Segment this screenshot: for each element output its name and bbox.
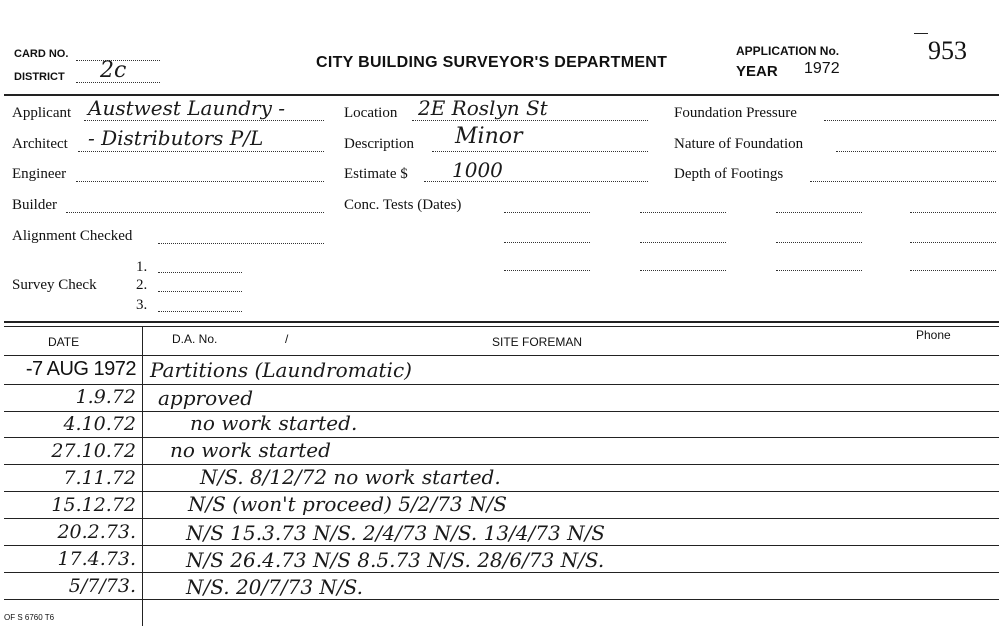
phone-header: Phone bbox=[916, 328, 951, 342]
district-value: 2c bbox=[100, 58, 127, 83]
builder-line bbox=[66, 212, 324, 213]
alignment-line bbox=[158, 243, 324, 244]
row-line-8 bbox=[4, 572, 999, 573]
nature-foundation-line bbox=[836, 151, 996, 152]
conc-tests-label: Conc. Tests (Dates) bbox=[344, 197, 462, 213]
conc-line-1b bbox=[640, 212, 726, 213]
conc-line-3a bbox=[504, 270, 590, 271]
date-header: DATE bbox=[48, 335, 80, 349]
row-line-6 bbox=[4, 518, 999, 519]
row-5-entry: N/S (won't proceed) 5/2/73 N/S bbox=[188, 492, 507, 516]
row-5-date: 15.12.72 bbox=[51, 494, 136, 516]
row-3-date: 27.10.72 bbox=[51, 440, 136, 462]
foundation-pressure-label: Foundation Pressure bbox=[674, 105, 797, 121]
row-line-9 bbox=[4, 599, 999, 600]
engineer-line bbox=[76, 181, 324, 182]
survey-2-label: 2. bbox=[136, 277, 148, 293]
district-label: DISTRICT bbox=[14, 71, 65, 83]
applicant-line bbox=[84, 120, 324, 121]
applicant-value: Austwest Laundry - bbox=[88, 96, 285, 120]
row-line-0 bbox=[4, 355, 999, 356]
depth-footings-line bbox=[810, 181, 996, 182]
row-2-date: 4.10.72 bbox=[63, 413, 136, 435]
survey-2-line bbox=[158, 291, 242, 292]
conc-line-1d bbox=[910, 212, 996, 213]
description-value: Minor bbox=[455, 124, 523, 149]
table-top-rule-2 bbox=[4, 326, 999, 327]
row-1-date: 1.9.72 bbox=[75, 386, 136, 408]
architect-line bbox=[78, 151, 324, 152]
row-line-1 bbox=[4, 384, 999, 385]
row-8-date: 5/7/73. bbox=[68, 575, 136, 597]
application-label: APPLICATION No. bbox=[736, 44, 840, 58]
survey-3-line bbox=[158, 311, 242, 312]
conc-line-3c bbox=[776, 270, 862, 271]
row-0-date: -7 AUG 1972 bbox=[25, 358, 136, 380]
da-header: D.A. No. bbox=[172, 332, 218, 346]
description-label: Description bbox=[344, 136, 414, 152]
row-3-entry: no work started bbox=[170, 438, 331, 462]
survey-1-label: 1. bbox=[136, 259, 148, 275]
builder-label: Builder bbox=[12, 197, 57, 213]
site-foreman-header: SITE FOREMAN bbox=[492, 335, 583, 349]
row-6-date: 20.2.73. bbox=[57, 521, 136, 543]
row-8-entry: N/S. 20/7/73 N/S. bbox=[186, 575, 363, 599]
application-number: 953 bbox=[928, 36, 967, 65]
row-line-4 bbox=[4, 464, 999, 465]
row-line-7 bbox=[4, 545, 999, 546]
applicant-label: Applicant bbox=[12, 105, 72, 121]
estimate-value: 1000 bbox=[452, 158, 503, 182]
row-2-entry: no work started. bbox=[190, 411, 358, 435]
conc-line-2d bbox=[910, 242, 996, 243]
row-1-entry: approved bbox=[158, 386, 254, 410]
row-6-entry: N/S 15.3.73 N/S. 2/4/73 N/S. 13/4/73 N/S bbox=[186, 521, 606, 545]
survey-1-line bbox=[158, 272, 242, 273]
conc-line-1a bbox=[504, 212, 590, 213]
conc-line-2b bbox=[640, 242, 726, 243]
row-7-entry: N/S 26.4.73 N/S 8.5.73 N/S. 28/6/73 N/S. bbox=[186, 548, 605, 572]
architect-label: Architect bbox=[12, 136, 68, 152]
location-label: Location bbox=[344, 105, 398, 121]
card-no-label: CARD NO. bbox=[14, 48, 69, 60]
table-top-rule-1 bbox=[4, 321, 999, 323]
survey-3-label: 3. bbox=[136, 297, 148, 313]
da-slash: / bbox=[285, 332, 289, 346]
conc-line-3d bbox=[910, 270, 996, 271]
depth-footings-label: Depth of Footings bbox=[674, 166, 784, 182]
survey-check-label: Survey Check bbox=[12, 277, 97, 293]
conc-line-1c bbox=[776, 212, 862, 213]
year-label: YEAR bbox=[736, 63, 778, 80]
foundation-pressure-line bbox=[824, 120, 996, 121]
estimate-label: Estimate $ bbox=[344, 166, 408, 182]
row-4-date: 7.11.72 bbox=[63, 467, 136, 489]
conc-line-3b bbox=[640, 270, 726, 271]
engineer-label: Engineer bbox=[12, 166, 67, 182]
location-line bbox=[412, 120, 648, 121]
conc-line-2a bbox=[504, 242, 590, 243]
row-line-2 bbox=[4, 411, 999, 412]
year-value: 1972 bbox=[804, 60, 840, 77]
nature-foundation-label: Nature of Foundation bbox=[674, 136, 804, 152]
department-title: CITY BUILDING SURVEYOR'S DEPARTMENT bbox=[316, 54, 668, 71]
alignment-label: Alignment Checked bbox=[12, 228, 133, 244]
form-code: OF S 6760 T6 bbox=[4, 613, 55, 622]
row-7-date: 17.4.73. bbox=[57, 548, 136, 570]
row-line-3 bbox=[4, 437, 999, 438]
conc-line-2c bbox=[776, 242, 862, 243]
description-line bbox=[432, 151, 648, 152]
date-column-divider bbox=[142, 326, 143, 626]
application-number-dash bbox=[914, 33, 928, 34]
row-0-entry: Partitions (Laundromatic) bbox=[150, 358, 412, 382]
location-value: 2E Roslyn St bbox=[418, 96, 548, 120]
architect-value: - Distributors P/L bbox=[88, 126, 264, 150]
row-4-entry: N/S. 8/12/72 no work started. bbox=[200, 465, 501, 489]
